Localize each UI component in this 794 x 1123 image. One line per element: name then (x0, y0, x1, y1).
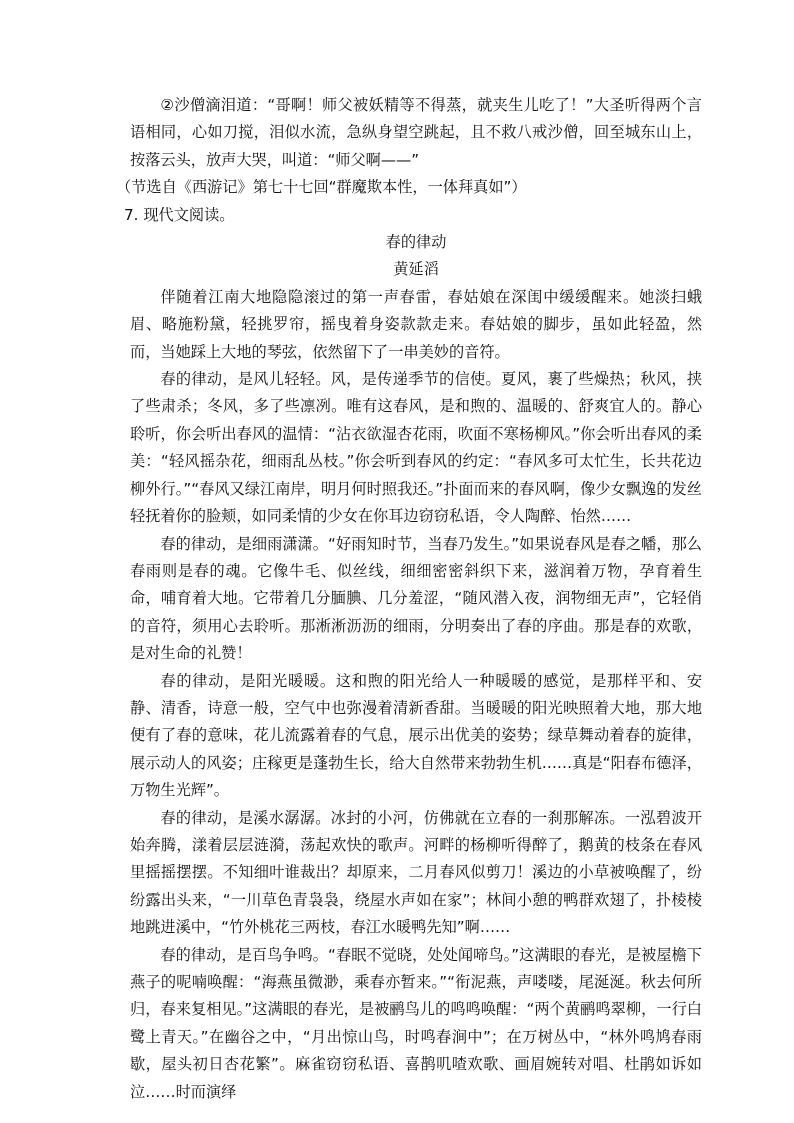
document-body (116, 92, 702, 1106)
essay-paragraph: 春的律动，是百鸟争鸣。“春眠不觉晓，处处闻啼鸟。”这满眼的春光，是被屋檐下燕子的呢喃唤醒：“海燕虽微渺，乘春亦暂来。”“衔泥燕，声喽喽，尾涎涎。秋去何所归，春来复相见。”这满眼的春光，是被鹂鸟儿的鸣鸣唤醒：“两个黄鹂鸣翠柳，一行白鹭上青天。”在幽谷之中，“月出惊山鸟，时鸣春涧中”；在万树丛中，“林外鸣鸠春雨歇，屋头初日杏花繁”。麻雀窃窃私语、喜鹊叽喳欢歌、画眉婉转对唱、杜鹃如诉如泣……时而演绎 (130, 945, 702, 1101)
essay-title: 春的律动 (385, 233, 447, 252)
essay-paragraph: 春的律动，是溪水潺潺。冰封的小河，仿佛就在立春的一刹那解冻。一泓碧波开始奔腾，漾着层层涟漪，荡起欢快的歌声。河畔的杨柳听得醉了，鹅黄的枝条在春风里摇摇摆摆。不知细叶谁裁出？却原来，二月春风似剪刀！溪边的小草被唤醒了，纷纷露出头来，“一川草色青袅袅，绕屋水声如在家”；林间小憩的鸭群欢翅了，扑棱棱地跳进溪中，“竹外桃花三两枝，春江水暖鸭先知”啊…… (130, 808, 702, 937)
source-note: （节选自《西游记》第七十七回“群魔欺本性，一体拜真如”） (116, 178, 527, 197)
excerpt-paragraph: ②沙僧滴泪道：“哥啊！师父被妖精等不得蒸，就夹生儿吃了！”大圣听得两个言语相同，心如刀搅，泪似水流，急纵身望空跳起，且不救八戒沙僧，回至城东山上，按落云头，放声大哭，叫道：“师父啊——” (130, 96, 702, 169)
essay-author: 黄延滔 (393, 260, 439, 279)
essay-body (130, 284, 702, 1106)
essay-paragraph: 春的律动，是阳光暖暖。这和煦的阳光给人一种暖暖的感觉，是那样平和、安静、清香，诗意一般，空气中也弥漫着清新香甜。当暖暖的阳光映照着大地，那大地便有了春的意味，花儿流露着春的气息，展示出优美的姿势；绿草舞动着春的旋律，展示动人的风姿；庄稼更是蓬勃生长，给大自然带来勃勃生机……真是“阳春布德泽，万物生光辉”。 (130, 671, 702, 800)
question-label: 7. 现代文阅读。 (124, 205, 235, 224)
essay-paragraph: 春的律动，是风儿轻轻。风，是传递季节的信使。夏风，裹了些燥热；秋风，挟了些肃杀；冬风，多了些凛冽。唯有这春风，是和煦的、温暖的、舒爽宜人的。静心聆听，你会听出春风的温情：“沾衣欲湿杏花雨，吹面不寒杨柳风。”你会听出春风的柔美：“轻风摇杂花，细雨乱丛枝。”你会听到春风的约定：“春风多可太忙生，长共花边柳外行。”“春风又绿江南岸，明月何时照我还。”扑面而来的春风啊，像少女飘逸的发丝轻抚着你的脸颊，如同柔情的少女在你耳边窃窃私语，令人陶醉、怡然…… (130, 370, 702, 526)
essay-paragraph: 伴随着江南大地隐隐滚过的第一声春雷，春姑娘在深闺中缓缓醒来。她淡扫蛾眉、略施粉黛，轻挑罗帘，摇曳着身姿款款走来。春姑娘的脚步，虽如此轻盈，然而，当她踩上大地的琴弦，依然留下了一串美妙的音符。 (130, 287, 702, 361)
essay-paragraph: 春的律动，是细雨潇潇。“好雨知时节，当春乃发生。”如果说春风是春之幡，那么春雨则是春的魂。它像牛毛、似丝线，细细密密斜织下来，滋润着万物，孕育着生命，哺育着大地。它带着几分腼腆、几分羞涩，“随风潜入夜，润物细无声”，它轻俏的音符，须用心去聆听。那淅淅沥沥的细雨，分明奏出了春的序曲。那是春的欢歌，是对生命的礼赞！ (130, 534, 702, 663)
